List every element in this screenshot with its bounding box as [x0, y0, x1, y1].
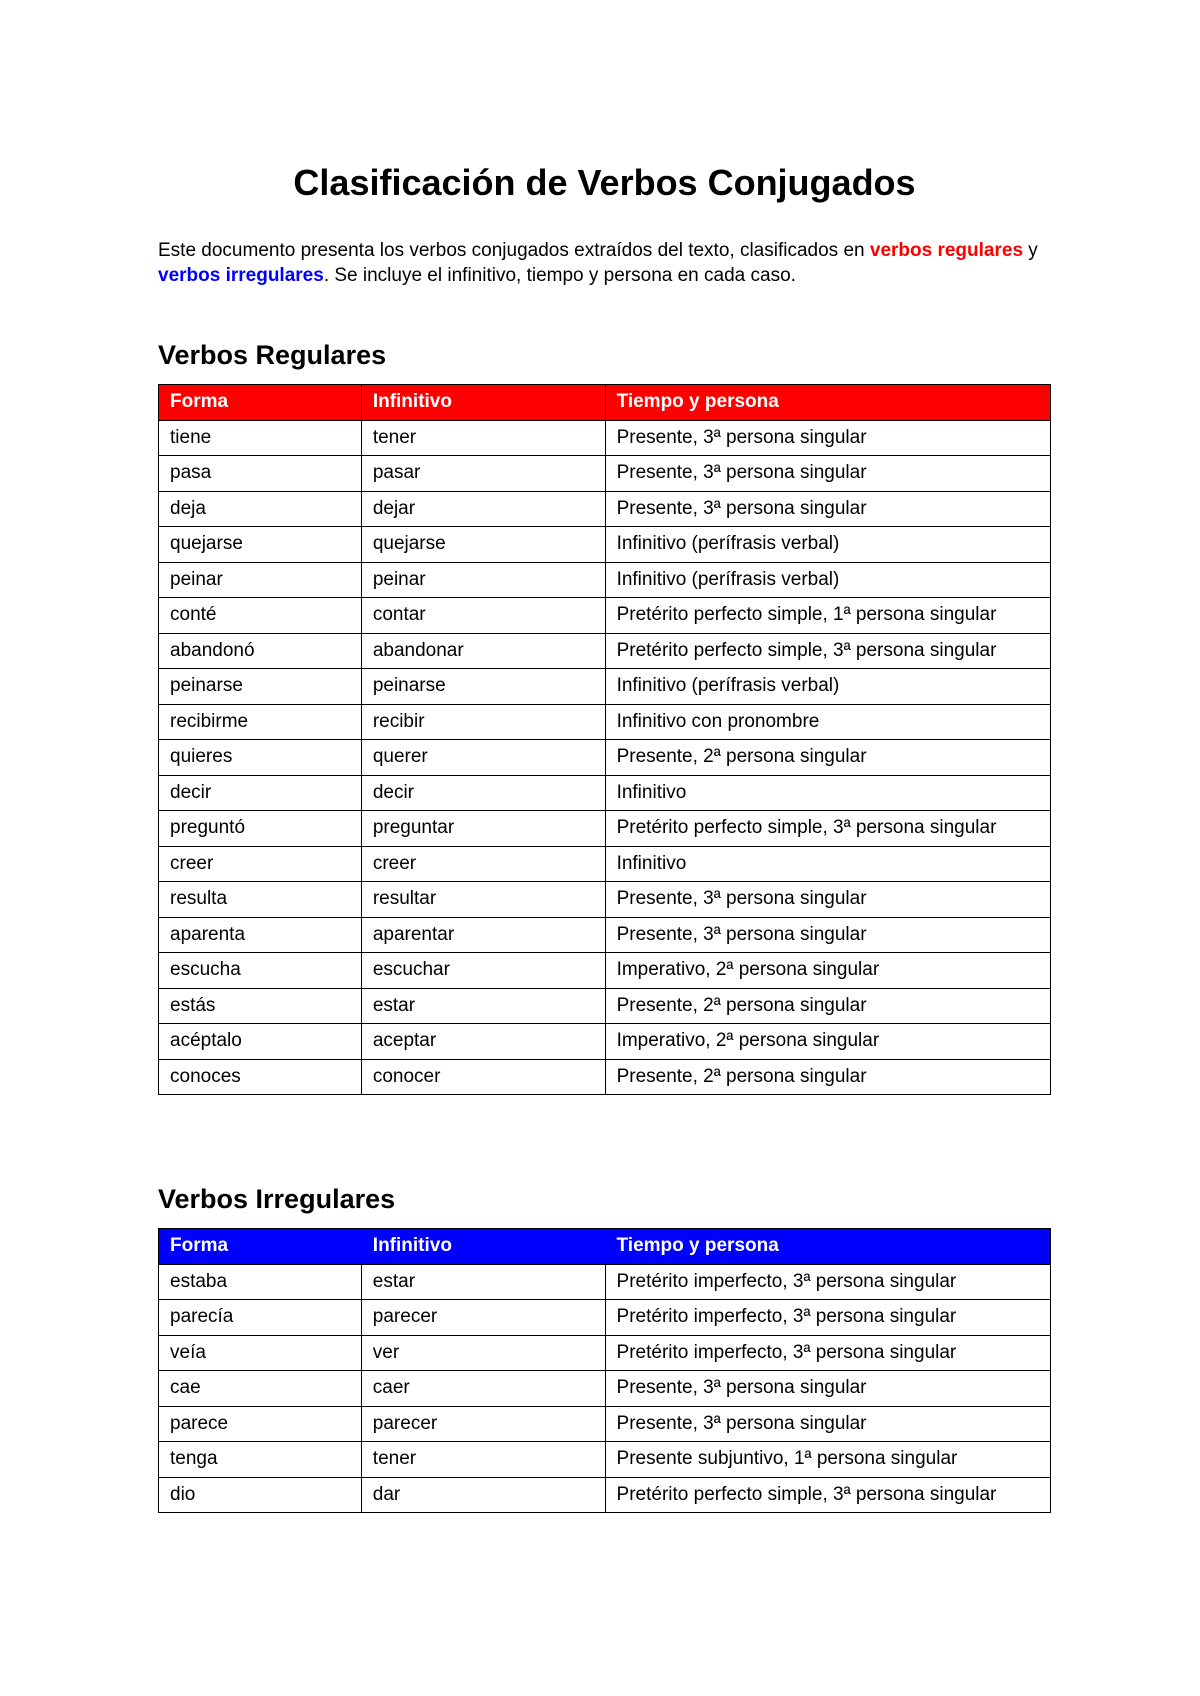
cell-forma: estás	[159, 988, 362, 1024]
table-row	[159, 775, 1051, 811]
cell-infinitivo: creer	[361, 846, 605, 882]
cell-infinitivo: tener	[361, 1442, 605, 1478]
table-row	[159, 953, 1051, 989]
cell-infinitivo: aceptar	[361, 1024, 605, 1060]
cell-tiempo-persona: Infinitivo con pronombre	[605, 704, 1050, 740]
table-row	[159, 811, 1051, 847]
cell-tiempo-persona: Infinitivo (perífrasis verbal)	[605, 669, 1050, 705]
cell-forma: tiene	[159, 420, 362, 456]
cell-tiempo-persona: Infinitivo (perífrasis verbal)	[605, 562, 1050, 598]
cell-forma: parecía	[159, 1300, 362, 1336]
cell-forma: pasa	[159, 456, 362, 492]
table-header-row	[159, 1229, 1051, 1265]
cell-tiempo-persona: Presente, 2ª persona singular	[605, 740, 1050, 776]
table-row	[159, 882, 1051, 918]
cell-infinitivo: aparentar	[361, 917, 605, 953]
cell-infinitivo: dejar	[361, 491, 605, 527]
table-row	[159, 491, 1051, 527]
cell-infinitivo: parecer	[361, 1406, 605, 1442]
cell-forma: peinar	[159, 562, 362, 598]
cell-infinitivo: decir	[361, 775, 605, 811]
table-row	[159, 1406, 1051, 1442]
table-row	[159, 988, 1051, 1024]
cell-forma: veía	[159, 1335, 362, 1371]
cell-tiempo-persona: Presente, 3ª persona singular	[605, 917, 1050, 953]
cell-forma: aparenta	[159, 917, 362, 953]
cell-infinitivo: tener	[361, 420, 605, 456]
cell-forma: quejarse	[159, 527, 362, 563]
cell-forma: quieres	[159, 740, 362, 776]
cell-tiempo-persona: Presente, 3ª persona singular	[605, 882, 1050, 918]
cell-infinitivo: quejarse	[361, 527, 605, 563]
cell-tiempo-persona: Presente, 2ª persona singular	[605, 988, 1050, 1024]
cell-forma: tenga	[159, 1442, 362, 1478]
cell-forma: decir	[159, 775, 362, 811]
cell-forma: creer	[159, 846, 362, 882]
regular-table-body	[159, 420, 1051, 1095]
column-header-forma: Forma	[159, 1229, 362, 1265]
table-row	[159, 420, 1051, 456]
cell-tiempo-persona: Pretérito imperfecto, 3ª persona singular	[605, 1300, 1050, 1336]
table-row	[159, 1300, 1051, 1336]
table-row	[159, 598, 1051, 634]
cell-forma: conoces	[159, 1059, 362, 1095]
irregular-section-title: Verbos Irregulares	[158, 1184, 396, 1214]
table-row	[159, 1477, 1051, 1513]
cell-forma: recibirme	[159, 704, 362, 740]
table-row	[159, 917, 1051, 953]
column-header-infinitivo: Infinitivo	[361, 385, 605, 421]
cell-infinitivo: dar	[361, 1477, 605, 1513]
cell-tiempo-persona: Presente, 3ª persona singular	[605, 420, 1050, 456]
cell-tiempo-persona: Imperativo, 2ª persona singular	[605, 1024, 1050, 1060]
cell-forma: deja	[159, 491, 362, 527]
cell-infinitivo: pasar	[361, 456, 605, 492]
irregular-table-body	[159, 1264, 1051, 1513]
table-row	[159, 740, 1051, 776]
cell-tiempo-persona: Pretérito perfecto simple, 3ª persona singular	[605, 1477, 1050, 1513]
column-header-forma: Forma	[159, 385, 362, 421]
cell-forma: cae	[159, 1371, 362, 1407]
table-row	[159, 562, 1051, 598]
cell-forma: conté	[159, 598, 362, 634]
table-header-row	[159, 385, 1051, 421]
cell-forma: peinarse	[159, 669, 362, 705]
cell-infinitivo: peinar	[361, 562, 605, 598]
cell-forma: preguntó	[159, 811, 362, 847]
cell-infinitivo: estar	[361, 1264, 605, 1300]
table-row	[159, 1442, 1051, 1478]
intro-text-after: . Se incluye el infinitivo, tiempo y persona en cada caso.	[323, 265, 796, 286]
cell-infinitivo: caer	[361, 1371, 605, 1407]
document-title: Clasificación de Verbos Conjugados	[293, 162, 916, 203]
cell-infinitivo: estar	[361, 988, 605, 1024]
cell-tiempo-persona: Pretérito perfecto simple, 1ª persona singular	[605, 598, 1050, 634]
cell-infinitivo: resultar	[361, 882, 605, 918]
cell-infinitivo: escuchar	[361, 953, 605, 989]
table-row	[159, 1059, 1051, 1095]
cell-forma: estaba	[159, 1264, 362, 1300]
table-row	[159, 704, 1051, 740]
intro-text-middle: y	[1023, 240, 1038, 261]
cell-tiempo-persona: Imperativo, 2ª persona singular	[605, 953, 1050, 989]
cell-tiempo-persona: Infinitivo	[605, 775, 1050, 811]
cell-tiempo-persona: Presente, 3ª persona singular	[605, 1406, 1050, 1442]
cell-tiempo-persona: Presente, 3ª persona singular	[605, 1371, 1050, 1407]
column-header-tiempo-persona: Tiempo y persona	[605, 385, 1050, 421]
column-header-infinitivo: Infinitivo	[361, 1229, 605, 1265]
cell-infinitivo: recibir	[361, 704, 605, 740]
table-row	[159, 846, 1051, 882]
cell-infinitivo: abandonar	[361, 633, 605, 669]
cell-tiempo-persona: Infinitivo	[605, 846, 1050, 882]
cell-tiempo-persona: Presente, 2ª persona singular	[605, 1059, 1050, 1095]
cell-infinitivo: conocer	[361, 1059, 605, 1095]
cell-tiempo-persona: Infinitivo (perífrasis verbal)	[605, 527, 1050, 563]
table-row	[159, 1371, 1051, 1407]
cell-forma: dio	[159, 1477, 362, 1513]
table-row	[159, 1264, 1051, 1300]
table-row	[159, 456, 1051, 492]
table-row	[159, 1024, 1051, 1060]
cell-tiempo-persona: Pretérito imperfecto, 3ª persona singular	[605, 1264, 1050, 1300]
cell-infinitivo: peinarse	[361, 669, 605, 705]
cell-tiempo-persona: Presente, 3ª persona singular	[605, 491, 1050, 527]
cell-tiempo-persona: Presente, 3ª persona singular	[605, 456, 1050, 492]
table-row	[159, 669, 1051, 705]
cell-forma: acéptalo	[159, 1024, 362, 1060]
irregular-verbs-table	[158, 1228, 1051, 1513]
intro-paragraph	[158, 238, 1051, 288]
cell-infinitivo: preguntar	[361, 811, 605, 847]
regular-section-title: Verbos Regulares	[158, 340, 387, 370]
cell-tiempo-persona: Pretérito perfecto simple, 3ª persona singular	[605, 811, 1050, 847]
regular-verbs-table	[158, 384, 1051, 1095]
cell-forma: escucha	[159, 953, 362, 989]
regular-keyword: verbos regulares	[869, 240, 1024, 261]
cell-forma: parece	[159, 1406, 362, 1442]
cell-forma: resulta	[159, 882, 362, 918]
cell-forma: abandonó	[159, 633, 362, 669]
cell-infinitivo: contar	[361, 598, 605, 634]
cell-infinitivo: ver	[361, 1335, 605, 1371]
table-row	[159, 633, 1051, 669]
table-row	[159, 1335, 1051, 1371]
table-row	[159, 527, 1051, 563]
cell-tiempo-persona: Pretérito imperfecto, 3ª persona singular	[605, 1335, 1050, 1371]
cell-infinitivo: querer	[361, 740, 605, 776]
intro-text-before: Este documento presenta los verbos conjugados extraídos del texto, clasificados en	[158, 240, 870, 261]
cell-infinitivo: parecer	[361, 1300, 605, 1336]
column-header-tiempo-persona: Tiempo y persona	[605, 1229, 1050, 1265]
cell-tiempo-persona: Presente subjuntivo, 1ª persona singular	[605, 1442, 1050, 1478]
irregular-keyword: verbos irregulares	[158, 265, 324, 286]
cell-tiempo-persona: Pretérito perfecto simple, 3ª persona singular	[605, 633, 1050, 669]
